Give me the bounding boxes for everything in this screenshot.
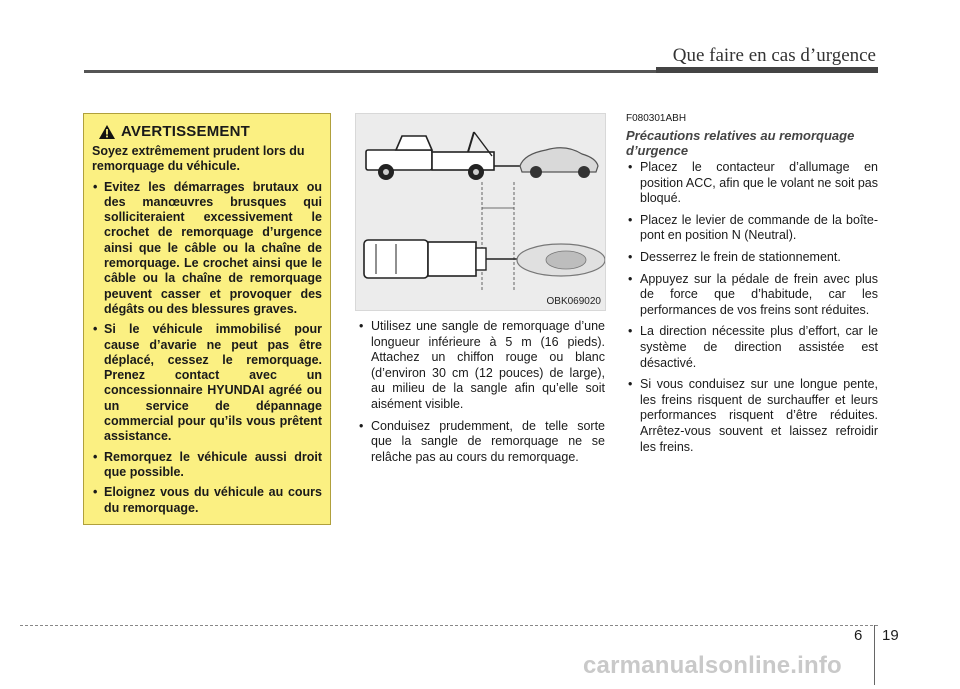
tow-truck-side-drawing [366, 132, 494, 180]
warning-list [92, 180, 322, 516]
warning-title: AVERTISSEMENT [121, 123, 251, 141]
precaution-item: • La direction nécessite plus d’effort, car le système de direction assistée est désactivé. [626, 324, 878, 371]
footer-divider [20, 625, 878, 626]
section-subtitle: Précautions relatives au remorquage d’urgence [626, 128, 855, 158]
instruction-item: • Utilisez une sangle de remorquage d’une longueur inférieure à 5 m (16 pieds). Attachez un chiffon rouge ou blanc (d’environ 30 cm (12 pouces) de large), au milieu de la sangle afin qu’elle soit aisément visible. [357, 319, 605, 413]
page-header-title: Que faire en cas d’urgence [672, 45, 876, 66]
warning-intro: Soyez extrêmement prudent lors du remorquage du véhicule. [92, 144, 305, 174]
precaution-item: • Placez le levier de commande de la boîte-pont en position N (Neutral). [626, 213, 878, 244]
section-number: 6 [854, 627, 863, 644]
watermark: carmanualsonline.info [583, 652, 842, 679]
figure-code: OBK069020 [546, 296, 601, 307]
warning-box [83, 113, 331, 525]
page-number: 19 [882, 627, 899, 644]
towing-diagram [356, 114, 605, 310]
middle-list [357, 319, 605, 471]
precaution-item: • Si vous conduisez sur une longue pente, les freins risquent de surchauffer et leurs performances risquent d’être réduites. Arrêtez-vous souvent et laissez refroidir les freins. [626, 377, 878, 455]
reference-code: F080301ABH [626, 113, 687, 124]
tow-truck-top-drawing [364, 240, 486, 278]
warning-item: • Eloignez vous du véhicule au cours du remorquage. [92, 485, 322, 516]
warning-triangle-icon [98, 124, 116, 140]
precaution-item: • Desserrez le frein de stationnement. [626, 250, 878, 266]
warning-header [98, 124, 322, 140]
towed-car-side-drawing [520, 148, 598, 178]
page-number-separator [874, 625, 875, 685]
warning-item: • Si le véhicule immobilisé pour cause d’avarie ne peut pas être déplacé, cessez le remorquage. Prenez contact avec un concessionnaire HYUNDAI agréé ou un service de dépannage commercial pour qu’ils vous prêtent assistance. [92, 322, 322, 444]
precaution-item: • Appuyez sur la pédale de frein avec plus de force que d’habitude, car les performances de vos freins sont réduites. [626, 272, 878, 319]
header-rule-accent [656, 67, 878, 73]
precaution-item: • Placez le contacteur d’allumage en position ACC, afin que le volant ne soit pas bloqué. [626, 160, 878, 207]
precautions-list [626, 160, 878, 461]
instruction-item: • Conduisez prudemment, de telle sorte que la sangle de remorquage ne se relâche pas au cours du remorquage. [357, 419, 605, 466]
warning-item: • Remorquez le véhicule aussi droit que possible. [92, 450, 322, 481]
towing-illustration [355, 113, 606, 311]
towed-car-top-drawing [517, 244, 605, 276]
warning-item: • Evitez les démarrages brutaux ou des manœuvres brusques qui solliciteraient excessivement le crochet de remorquage d’urgence ainsi que le câble ou la chaîne de remorquage. Le crochet ainsi que le câble ou la chaîne de remorquage peuvent casser et provoquer des dégâts ou des blessures graves. [92, 180, 322, 318]
